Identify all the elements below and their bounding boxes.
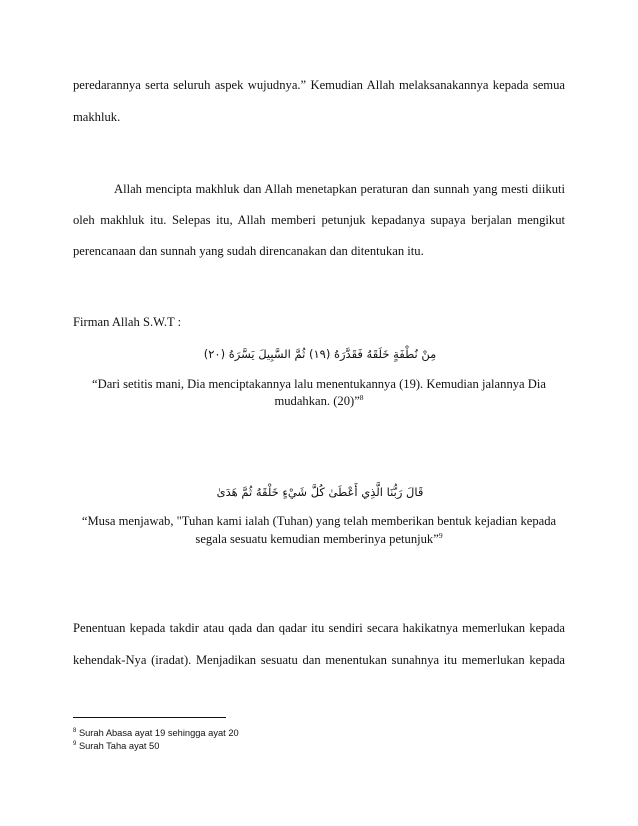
firman-label: Firman Allah S.W.T : [73,315,182,329]
paragraph-3-line-2: kehendak-Nya (iradat). Menjadikan sesuatu dan menentukan sunahnya itu memerlukan kepada [73,653,565,667]
footnote-9 [73,740,159,752]
footnote-8-text: Surah Abasa ayat 19 sehingga ayat 20 [78,728,239,738]
footnote-8-number: 8 [73,728,77,734]
quote-2-line-2-text: segala sesuatu kemudian memberinya petunjuk” [195,532,439,546]
quote-2-arabic: قَالَ رَبُّنَا الَّذِي أَعْطَىٰ كُلَّ شَيْءٍ خَلْقَهُ ثُمَّ هَدَىٰ [216,485,424,499]
paragraph-3-line-1: Penentuan kepada takdir atau qada dan qadar itu sendiri secara hakikatnya memerlukan kepada [73,621,565,635]
quote-2-line-1: “Musa menjawab, "Tuhan kami ialah (Tuhan) yang telah memberikan bentuk kejadian kepada [81,514,557,528]
quote-1-line-2 [60,393,578,409]
footnote-8 [73,727,239,739]
quote-1-line-1: “Dari setitis mani, Dia menciptakannya lalu menentukannya (19). Kemudian jalannya Dia [92,377,546,391]
footnote-9-number: 9 [73,741,77,747]
quote-2-line-2 [60,531,578,547]
paragraph-2-line-1: Allah mencipta makhluk dan Allah menetapkan peraturan dan sunnah yang mesti diikuti [114,182,565,196]
paragraph-2-line-2: oleh makhluk itu. Selepas itu, Allah memberi petunjuk kepadanya supaya berjalan mengikut [73,213,565,227]
paragraph-1-line-2: makhluk. [73,110,121,124]
paragraph-1-line-1: peredarannya serta seluruh aspek wujudnya.” Kemudian Allah melaksanakannya kepada semua [73,78,565,92]
quote-1-line-2-text: mudahkan. (20)” [274,394,360,408]
quote-1-arabic: مِنْ نُطْفَةٍ خَلَقَهُ فَقَدَّرَهُ (١٩) ثُمَّ السَّبِيلَ يَسَّرَهُ (٢٠) [203,347,437,361]
footnote-ref-9: 9 [438,531,443,540]
paragraph-2-line-3: perencanaan dan sunnah yang sudah direncanakan dan ditentukan itu. [73,244,424,258]
footnote-divider [73,717,226,718]
footnote-9-text: Surah Taha ayat 50 [78,741,160,751]
footnote-ref-8: 8 [359,393,364,402]
